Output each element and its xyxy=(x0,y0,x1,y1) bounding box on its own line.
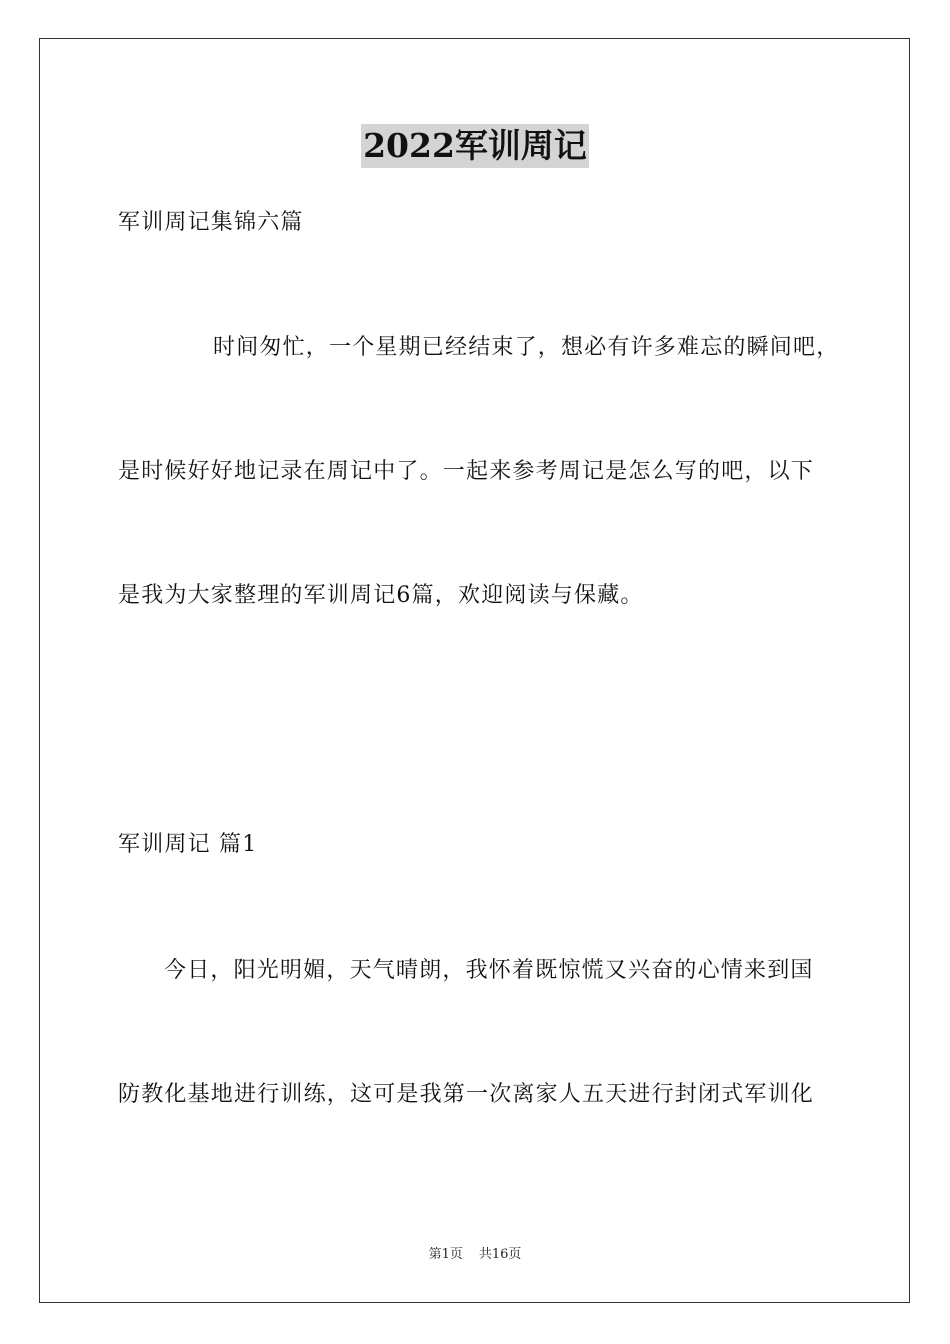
document-title xyxy=(0,124,950,168)
intro-paragraph-line-2: 是时候好好地记录在周记中了。一起来参考周记是怎么写的吧，以下 xyxy=(118,459,815,484)
section-heading: 军训周记 篇1 xyxy=(118,832,258,857)
page-footer xyxy=(0,1246,950,1264)
section-paragraph-line-2: 防教化基地进行训练，这可是我第一次离家人五天进行封闭式军训化 xyxy=(118,1082,815,1107)
section-paragraph-line-1: 今日，阳光明媚，天气晴朗，我怀着既惊慌又兴奋的心情来到国 xyxy=(164,958,814,983)
document-title-text: 2022军训周记 xyxy=(361,124,589,168)
intro-paragraph-line-3: 是我为大家整理的军训周记6篇，欢迎阅读与保藏。 xyxy=(118,583,644,608)
intro-paragraph-line-1: 时间匆忙，一个星期已经结束了，想必有许多难忘的瞬间吧， xyxy=(213,335,840,360)
page-number: 第1页 xyxy=(428,1247,463,1262)
page-total: 共16页 xyxy=(478,1247,522,1262)
document-subtitle: 军训周记集锦六篇 xyxy=(118,210,304,235)
